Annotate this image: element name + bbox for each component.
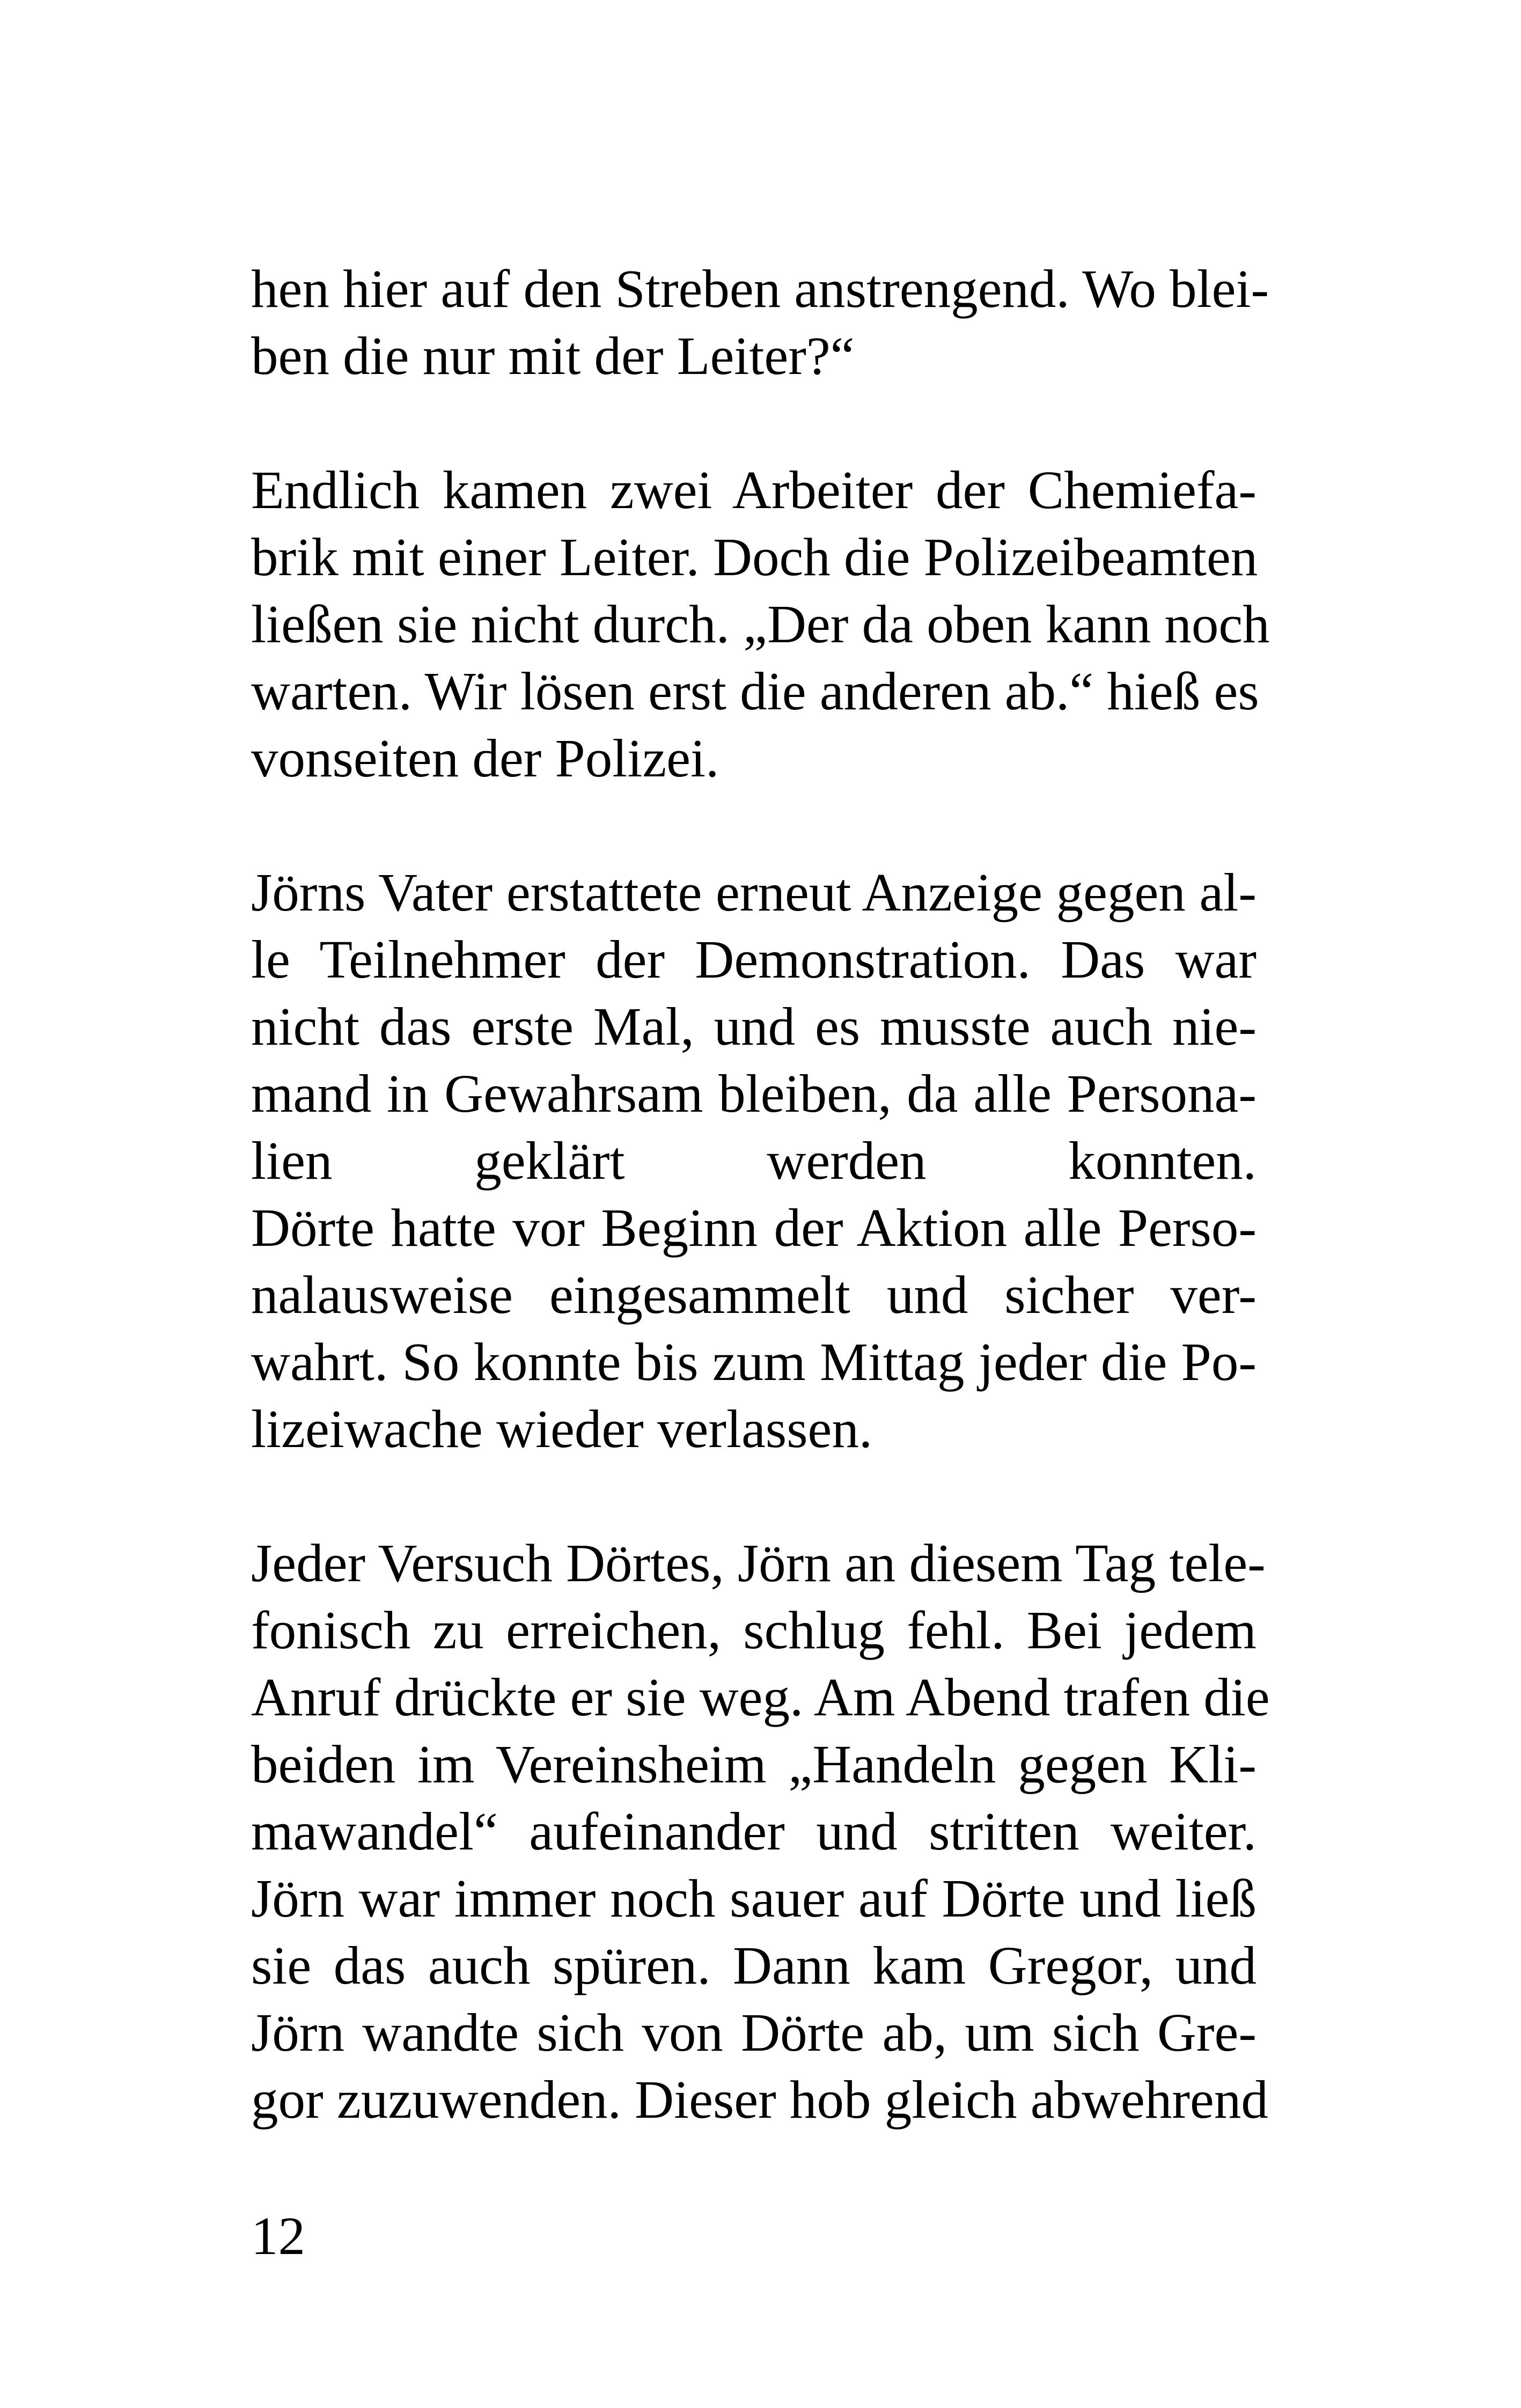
paragraph-1 (251, 255, 1269, 390)
text-line: Jörn war immer noch sauer auf Dörte und ließ (251, 1868, 1257, 1928)
page-number: 12 (251, 2206, 305, 2266)
text-line: sie das auch spüren. Dann kam Gregor, und (251, 1935, 1257, 1995)
text-line: hen hier auf den Streben anstrengend. Wo blei- (251, 259, 1269, 319)
text-line: mawandel“ aufeinander und stritten weiter. (251, 1801, 1257, 1861)
text-line: beiden im Vereinsheim „Handeln gegen Kli- (251, 1734, 1257, 1794)
text-line: Endlich kamen zwei Arbeiter der Chemiefa- (251, 460, 1257, 520)
text-line: mand in Gewahrsam bleiben, da alle Persona- (251, 1063, 1257, 1124)
text-line: lien geklärt werden konnten. (251, 1130, 1257, 1191)
text-line: vonseiten der Polizei. (251, 728, 719, 788)
text-line: gor zuzuwenden. Dieser hob gleich abwehrend (251, 2069, 1268, 2130)
text-line: Jörn wandte sich von Dörte ab, um sich Gre- (251, 2002, 1257, 2062)
text-line: ließen sie nicht durch. „Der da oben kann noch (251, 594, 1270, 654)
text-line: Jörns Vater erstattete erneut Anzeige gegen al- (251, 862, 1257, 922)
text-line: nalausweise eingesammelt und sicher ver- (251, 1265, 1257, 1325)
text-line: warten. Wir lösen erst die anderen ab.“ hieß es (251, 661, 1259, 721)
text-line: lizeiwache wieder verlassen. (251, 1399, 873, 1459)
text-line: Jeder Versuch Dörtes, Jörn an diesem Tag tele- (251, 1533, 1266, 1593)
text-line: Anruf drückte er sie weg. Am Abend trafen die (251, 1667, 1270, 1727)
paragraph-3 (251, 859, 1257, 1463)
text-line: wahrt. So konnte bis zum Mittag jeder die Po- (251, 1332, 1257, 1392)
text-line: Dörte hatte vor Beginn der Aktion alle Perso- (251, 1198, 1257, 1258)
body-text (251, 255, 1270, 2200)
paragraph-4 (251, 1530, 1270, 2133)
text-line: nicht das erste Mal, und es musste auch nie- (251, 996, 1257, 1056)
text-line: brik mit einer Leiter. Doch die Polizeibeamten (251, 527, 1258, 587)
text-line: le Teilnehmer der Demonstration. Das war (251, 929, 1257, 989)
paragraph-2 (251, 457, 1270, 792)
text-line: ben die nur mit der Leiter?“ (251, 326, 855, 386)
text-line: fonisch zu erreichen, schlug fehl. Bei jedem (251, 1600, 1257, 1660)
